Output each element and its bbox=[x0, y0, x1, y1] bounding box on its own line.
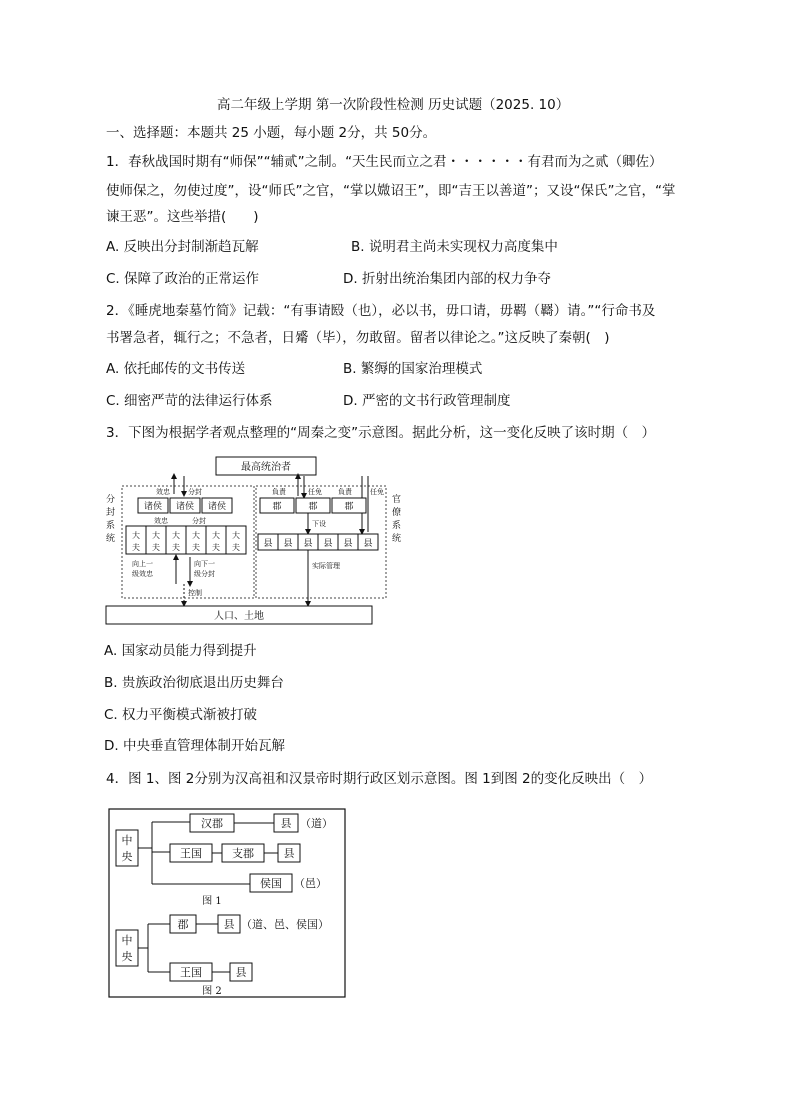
svg-text:央: 央 bbox=[121, 850, 133, 863]
diagram-bottom: 人口、土地 bbox=[214, 611, 264, 622]
q2-option-d[interactable]: D. 严密的文书行政管理制度 bbox=[343, 393, 511, 409]
svg-text:大: 大 bbox=[212, 531, 220, 540]
svg-text:郡: 郡 bbox=[344, 502, 354, 512]
svg-text:县: 县 bbox=[263, 539, 273, 549]
svg-text:負責: 負責 bbox=[272, 488, 286, 496]
svg-text:诸侯: 诸侯 bbox=[143, 502, 163, 512]
svg-text:大: 大 bbox=[232, 531, 240, 540]
svg-text:郡: 郡 bbox=[177, 918, 189, 931]
svg-text:实际管理: 实际管理 bbox=[312, 562, 340, 570]
svg-text:县: 县 bbox=[363, 539, 373, 549]
q2-option-a[interactable]: A. 依托邮传的文书传送 bbox=[106, 361, 246, 377]
right-system-label: 官僚系统 bbox=[392, 495, 402, 544]
svg-text:郡: 郡 bbox=[272, 502, 282, 512]
svg-text:夫: 夫 bbox=[232, 543, 240, 552]
q3-line1: 3．下图为根据学者观点整理的“周秦之变”示意图。据此分析，这一变化反映了该时期（ ） bbox=[106, 425, 656, 441]
svg-text:县: 县 bbox=[323, 539, 333, 549]
left-system-label: 分封系统 bbox=[106, 495, 116, 544]
svg-text:县: 县 bbox=[283, 847, 295, 860]
q3-option-a[interactable]: A. 国家动员能力得到提升 bbox=[104, 643, 257, 659]
q2-option-c[interactable]: C. 细密严苛的法律运行体系 bbox=[106, 393, 273, 409]
svg-text:下设: 下设 bbox=[312, 520, 326, 528]
svg-text:县: 县 bbox=[223, 918, 235, 931]
q2-line2: 书署急者，辄行之；不急者，日觱（毕），勿敢留。留者以律论之。”这反映了秦朝( ) bbox=[106, 330, 610, 346]
svg-text:郡: 郡 bbox=[308, 502, 318, 512]
svg-text:级效忠: 级效忠 bbox=[132, 570, 153, 578]
q1-line3: 谏王恶”。这些举措( ) bbox=[106, 209, 259, 225]
svg-text:诸侯: 诸侯 bbox=[175, 502, 195, 512]
svg-text:效忠: 效忠 bbox=[154, 517, 168, 525]
zhou-qin-diagram bbox=[102, 454, 402, 634]
svg-text:夫: 夫 bbox=[192, 543, 200, 552]
q3-option-d[interactable]: D. 中央垂直管理体制开始瓦解 bbox=[104, 738, 285, 754]
svg-text:分封: 分封 bbox=[188, 488, 202, 496]
svg-text:县: 县 bbox=[343, 539, 353, 549]
svg-text:王国: 王国 bbox=[180, 966, 202, 979]
svg-text:大: 大 bbox=[172, 531, 180, 540]
commanderies-row bbox=[260, 498, 366, 513]
svg-text:汉郡: 汉郡 bbox=[201, 817, 223, 830]
svg-text:诸侯: 诸侯 bbox=[207, 502, 227, 512]
svg-text:（邑）: （邑） bbox=[294, 877, 327, 890]
page-title: 高二年级上学期 第一次阶段性检测 历史试题（2025. 10） bbox=[217, 97, 570, 113]
svg-text:中: 中 bbox=[121, 834, 133, 847]
svg-text:县: 县 bbox=[235, 966, 247, 979]
svg-text:（道）: （道） bbox=[300, 817, 333, 830]
fig1-caption: 图 1 bbox=[202, 896, 222, 907]
svg-text:县: 县 bbox=[280, 817, 292, 830]
diagram-top: 最高统治者 bbox=[241, 462, 291, 473]
svg-text:王国: 王国 bbox=[180, 847, 202, 860]
svg-text:县: 县 bbox=[303, 539, 313, 549]
svg-text:大: 大 bbox=[192, 531, 200, 540]
svg-text:效忠: 效忠 bbox=[156, 488, 170, 496]
admin-division-figures bbox=[108, 808, 348, 1000]
svg-text:夫: 夫 bbox=[132, 543, 140, 552]
svg-text:夫: 夫 bbox=[212, 543, 220, 552]
q4-line1: 4．图 1、图 2分别为汉高祖和汉景帝时期行政区划示意图。图 1到图 2的变化反映出（ ） bbox=[106, 771, 653, 787]
svg-text:向上一: 向上一 bbox=[132, 560, 153, 568]
section-heading: 一、选择题：本题共 25 小题，每小题 2分，共 50分。 bbox=[106, 125, 437, 141]
q1-line1: 1．春秋战国时期有“师保”“辅贰”之制。“天生民而立之君・・・・・・有君而为之贰（卿佐） bbox=[106, 154, 663, 170]
officials-row bbox=[126, 526, 246, 554]
q1-option-d[interactable]: D. 折射出统治集团内部的权力争夺 bbox=[343, 271, 551, 287]
svg-text:支郡: 支郡 bbox=[232, 847, 254, 860]
nobles-row bbox=[138, 498, 232, 513]
svg-text:向下一: 向下一 bbox=[194, 560, 215, 568]
svg-text:侯国: 侯国 bbox=[260, 877, 282, 890]
q1-line2: 使师保之，勿使过度”，设“师氏”之官，“掌以媺诏王”，即“吉王以善道”；又设“保氏”之官，“掌 bbox=[106, 183, 676, 199]
q1-option-c[interactable]: C. 保障了政治的正常运作 bbox=[106, 271, 260, 287]
counties-row bbox=[258, 534, 378, 550]
svg-text:任免: 任免 bbox=[308, 488, 322, 496]
q1-option-b[interactable]: B. 说明君主尚未实现权力高度集中 bbox=[351, 239, 558, 255]
svg-text:負責: 負責 bbox=[338, 488, 352, 496]
svg-text:大: 大 bbox=[132, 531, 140, 540]
svg-text:任免: 任免 bbox=[370, 488, 384, 496]
svg-text:大: 大 bbox=[152, 531, 160, 540]
q3-option-b[interactable]: B. 贵族政治彻底退出历史舞台 bbox=[104, 675, 284, 691]
q2-line1: 2．《睡虎地秦墓竹简》记载：“有事请殹（也），必以书，毋口请，毋羁（羇）请。”“行命书及 bbox=[106, 303, 656, 319]
svg-text:控制: 控制 bbox=[188, 589, 202, 597]
q2-option-b[interactable]: B. 繁缛的国家治理模式 bbox=[343, 361, 483, 377]
fig2-caption: 图 2 bbox=[202, 986, 222, 997]
q1-option-a[interactable]: A. 反映出分封制渐趋瓦解 bbox=[106, 239, 259, 255]
svg-text:级分封: 级分封 bbox=[194, 570, 215, 578]
q3-option-c[interactable]: C. 权力平衡模式渐被打破 bbox=[104, 707, 258, 723]
svg-text:县: 县 bbox=[283, 539, 293, 549]
svg-text:分封: 分封 bbox=[192, 517, 206, 525]
svg-text:央: 央 bbox=[121, 950, 133, 963]
svg-text:中: 中 bbox=[121, 934, 133, 947]
svg-text:夫: 夫 bbox=[152, 543, 160, 552]
svg-text:夫: 夫 bbox=[172, 543, 180, 552]
svg-text:（道、邑、侯国）: （道、邑、侯国） bbox=[241, 918, 329, 931]
